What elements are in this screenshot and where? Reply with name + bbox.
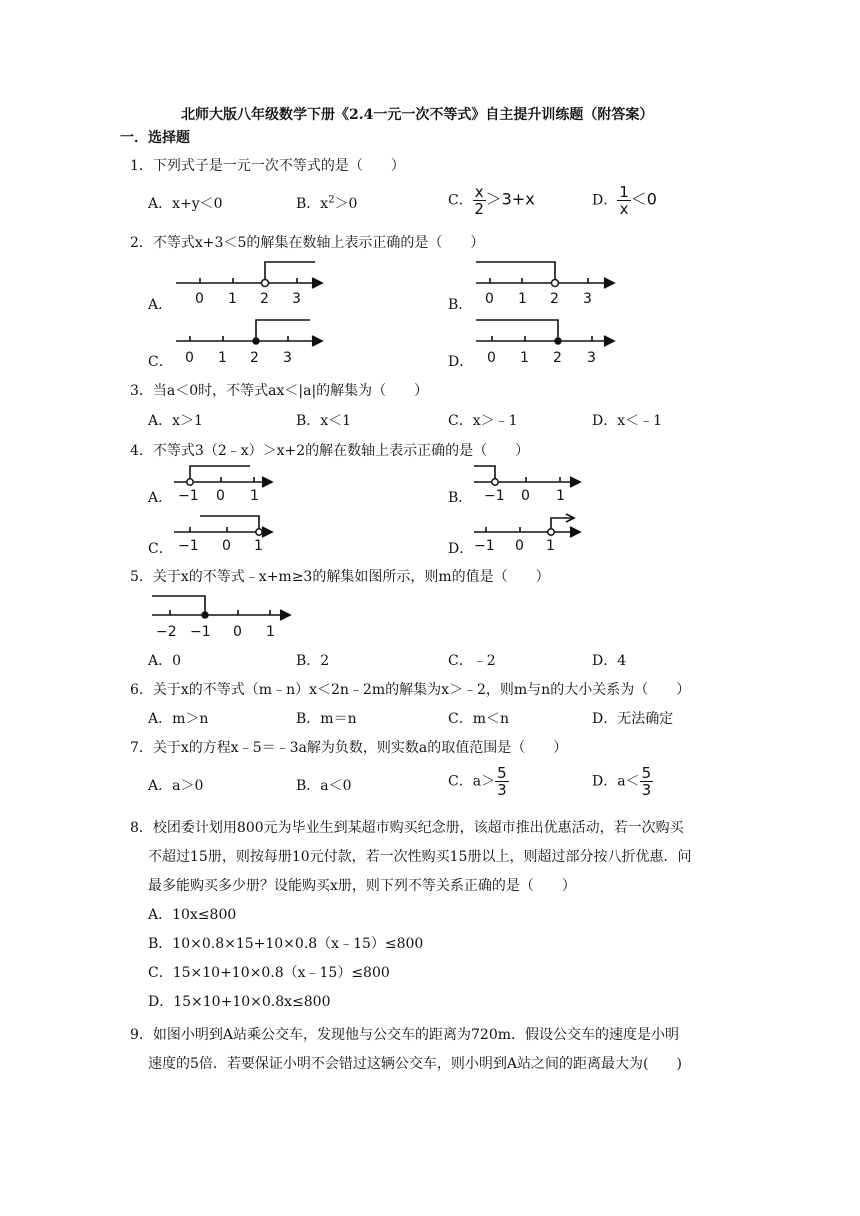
svg-text:−1: −1: [178, 488, 199, 502]
svg-text:−1: −1: [474, 538, 495, 552]
q3-option-a: A．x＞1: [148, 413, 203, 429]
svg-text:−1: −1: [178, 538, 199, 552]
question-4-stem: 4．不等式3（2﹣x）＞x+2的解在数轴上表示正确的是（ ）: [130, 443, 530, 459]
question-8-line-2: 不超过15册，则按每册10元付款，若一次性购买15册以上，则超过部分按八折优惠．问: [148, 849, 692, 865]
q7-option-b: B．a＜0: [296, 778, 352, 794]
q4-label-c: C．: [148, 541, 173, 557]
svg-text:0: 0: [485, 291, 494, 306]
q7-option-d: D．a＜ $\frac{5}{3}$: [592, 764, 652, 799]
q2-label-c: C．: [148, 354, 173, 370]
svg-text:0: 0: [216, 488, 225, 502]
q2-number-line-c: [170, 314, 330, 366]
q3-option-c: C．x＞﹣1: [448, 413, 518, 429]
q8-option-c: C．15×10+10×0.8（x﹣15）≤800: [148, 965, 390, 981]
q8-option-b: B．10×0.8×15+10×0.8（x﹣15）≤800: [148, 936, 424, 952]
q5-option-a: A．0: [148, 653, 182, 669]
q4-number-line-d: [470, 512, 585, 552]
q2-label-d: D．: [448, 354, 474, 370]
svg-text:−1: −1: [190, 624, 211, 640]
svg-text:0: 0: [233, 624, 242, 640]
svg-text:−1: −1: [484, 488, 505, 502]
svg-text:0: 0: [195, 291, 204, 306]
question-3-stem: 3．当a＜0时，不等式ax＜|a|的解集为（ ）: [130, 383, 429, 399]
svg-text:1: 1: [228, 291, 237, 306]
svg-text:1: 1: [546, 538, 555, 552]
svg-text:2: 2: [553, 350, 562, 366]
question-8-line-3: 最多能购买多少册？设能购买x册，则下列不等关系正确的是（ ）: [148, 878, 576, 894]
question-9-line-1: 9．如图小明到A站乘公交车，发现他与公交车的距离为720m．假设公交车的速度是小明: [130, 1027, 680, 1043]
question-1-stem: 1．下列式子是一元一次不等式的是（ ）: [130, 158, 405, 174]
q2-label-a: A．: [148, 297, 173, 313]
q8-option-a: A．10x≤800: [148, 907, 237, 923]
q3-option-d: D．x＜﹣1: [592, 413, 663, 429]
question-5-stem: 5．关于x的不等式﹣x+m≥3的解集如图所示，则m的值是（ ）: [130, 569, 550, 585]
q3-option-b: B．x＜1: [296, 413, 352, 429]
svg-text:1: 1: [254, 538, 263, 552]
svg-text:0: 0: [521, 488, 530, 502]
svg-text:1: 1: [218, 350, 227, 366]
question-6-stem: 6．关于x的不等式（m﹣n）x＜2n﹣2m的解集为x＞﹣2，则m与n的大小关系为（ ）: [130, 682, 691, 698]
q4-label-d: D．: [448, 541, 474, 557]
svg-text:1: 1: [266, 624, 275, 640]
svg-text:3: 3: [283, 350, 292, 366]
q6-option-a: A．m＞n: [148, 711, 209, 727]
svg-text:0: 0: [515, 538, 524, 552]
q4-label-b: B．: [448, 490, 473, 506]
q2-number-line-d: [470, 314, 630, 366]
q1-option-c: C． $\frac{x}{2}$ ＞3+x: [448, 183, 535, 218]
page-title: 北师大版八年级数学下册《2.4一元一次不等式》自主提升训练题（附答案）: [181, 107, 654, 123]
question-9-line-2: 速度的5倍．若要保证小明不会错过这辆公交车，则小明到A站之间的距离最大为( ): [148, 1056, 682, 1072]
svg-text:1: 1: [250, 488, 259, 502]
q8-option-d: D．15×10+10×0.8x≤800: [148, 994, 331, 1010]
svg-text:3: 3: [292, 291, 301, 306]
svg-text:2: 2: [250, 350, 259, 366]
q7-option-c: C．a＞ $\frac{5}{3}$: [448, 764, 507, 799]
q4-number-line-b: [470, 462, 585, 502]
svg-text:1: 1: [518, 291, 527, 306]
q5-number-line: [148, 590, 308, 640]
question-8-line-1: 8．校团委计划用800元为毕业生到某超市购买纪念册，该超市推出优惠活动，若一次购买: [130, 820, 684, 836]
q4-label-a: A．: [148, 490, 173, 506]
svg-text:2: 2: [260, 291, 269, 306]
q4-number-line-c: [170, 512, 285, 552]
svg-text:1: 1: [520, 350, 529, 366]
svg-text:1: 1: [556, 488, 565, 502]
svg-text:3: 3: [587, 350, 596, 366]
question-2-stem: 2．不等式x+3＜5的解集在数轴上表示正确的是（ ）: [130, 235, 485, 251]
section-heading: 一．选择题: [120, 130, 190, 146]
q7-option-a: A．a＞0: [148, 778, 204, 794]
q2-number-line-a: [170, 256, 330, 306]
svg-text:0: 0: [185, 350, 194, 366]
q6-option-b: B．m＝n: [296, 711, 357, 727]
q1-option-b: B．$x^2>0$: [296, 194, 358, 212]
q4-number-line-a: [170, 462, 285, 502]
q1-option-d: D． $\frac{1}{x}$ ＜0: [592, 183, 657, 218]
svg-text:0: 0: [222, 538, 231, 552]
q5-option-d: D．4: [592, 653, 627, 669]
q6-option-c: C．m＜n: [448, 711, 510, 727]
q5-option-c: C．﹣2: [448, 653, 496, 669]
svg-text:3: 3: [583, 291, 592, 306]
q5-option-b: B．2: [296, 653, 330, 669]
svg-text:2: 2: [550, 291, 559, 306]
q2-number-line-b: [470, 256, 630, 306]
q1-option-a: A．x+y＜0: [148, 196, 223, 212]
question-7-stem: 7．关于x的方程x﹣5＝﹣3a解为负数，则实数a的取值范围是（ ）: [130, 740, 568, 756]
q2-label-b: B．: [448, 297, 473, 313]
svg-text:−2: −2: [156, 624, 177, 640]
q6-option-d: D．无法确定: [592, 711, 674, 727]
svg-text:0: 0: [487, 350, 496, 366]
